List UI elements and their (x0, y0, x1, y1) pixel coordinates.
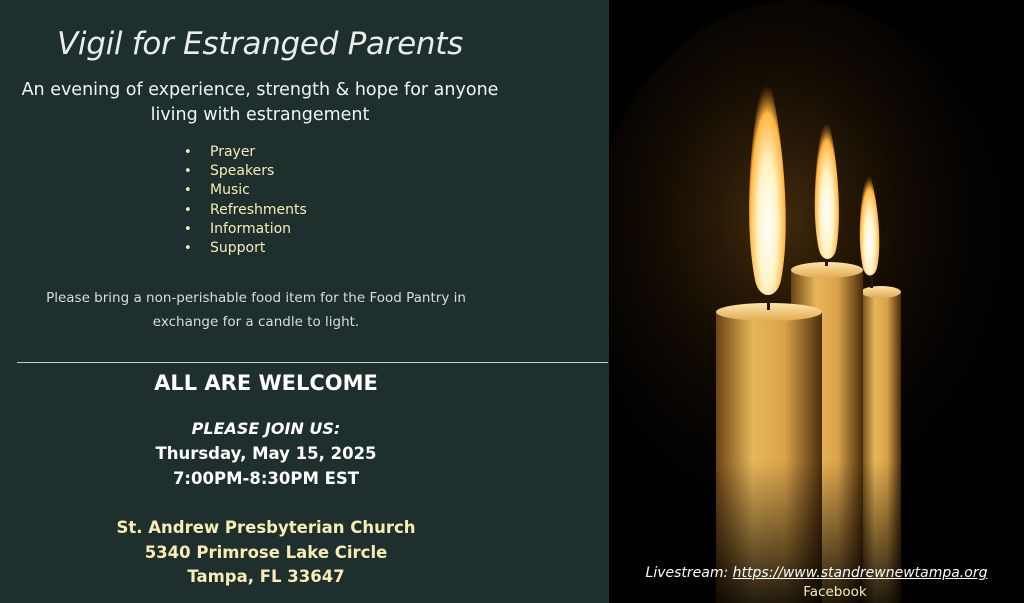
activity-item: • Speakers (184, 162, 307, 181)
livestream-label: Livestream: (645, 565, 729, 581)
activity-item: • Refreshments (184, 201, 307, 220)
facebook-label[interactable]: Facebook (803, 584, 867, 600)
join-heading: PLEASE JOIN US: (191, 419, 341, 438)
activity-item: • Support (184, 239, 307, 258)
event-time: 7:00PM-8:30PM EST (172, 469, 360, 488)
activity-item: • Information (184, 220, 307, 239)
event-title: Vigil for Estranged Parents (57, 26, 463, 62)
activity-item: • Prayer (184, 143, 307, 162)
venue-street: 5340 Primrose Lake Circle (144, 543, 388, 562)
food-pantry-note: Please bring a non-perishable food item for the Food Pantry in exchange for a candle to light. (46, 290, 466, 330)
livestream-line (609, 565, 1024, 581)
venue-city: Tampa, FL 33647 (187, 567, 345, 586)
event-subtitle: An evening of experience, strength & hope for anyone living with estrangement (21, 80, 499, 125)
divider (17, 362, 608, 363)
candles-photo-icon (609, 0, 1024, 603)
venue-name: St. Andrew Presbyterian Church (116, 518, 416, 537)
welcome-heading: ALL ARE WELCOME (154, 371, 378, 395)
event-date: Thursday, May 15, 2025 (155, 444, 377, 463)
livestream-link[interactable]: https://www.standrewnewtampa.org (732, 565, 988, 581)
activities-list (184, 143, 307, 258)
activity-item: • Music (184, 181, 307, 200)
